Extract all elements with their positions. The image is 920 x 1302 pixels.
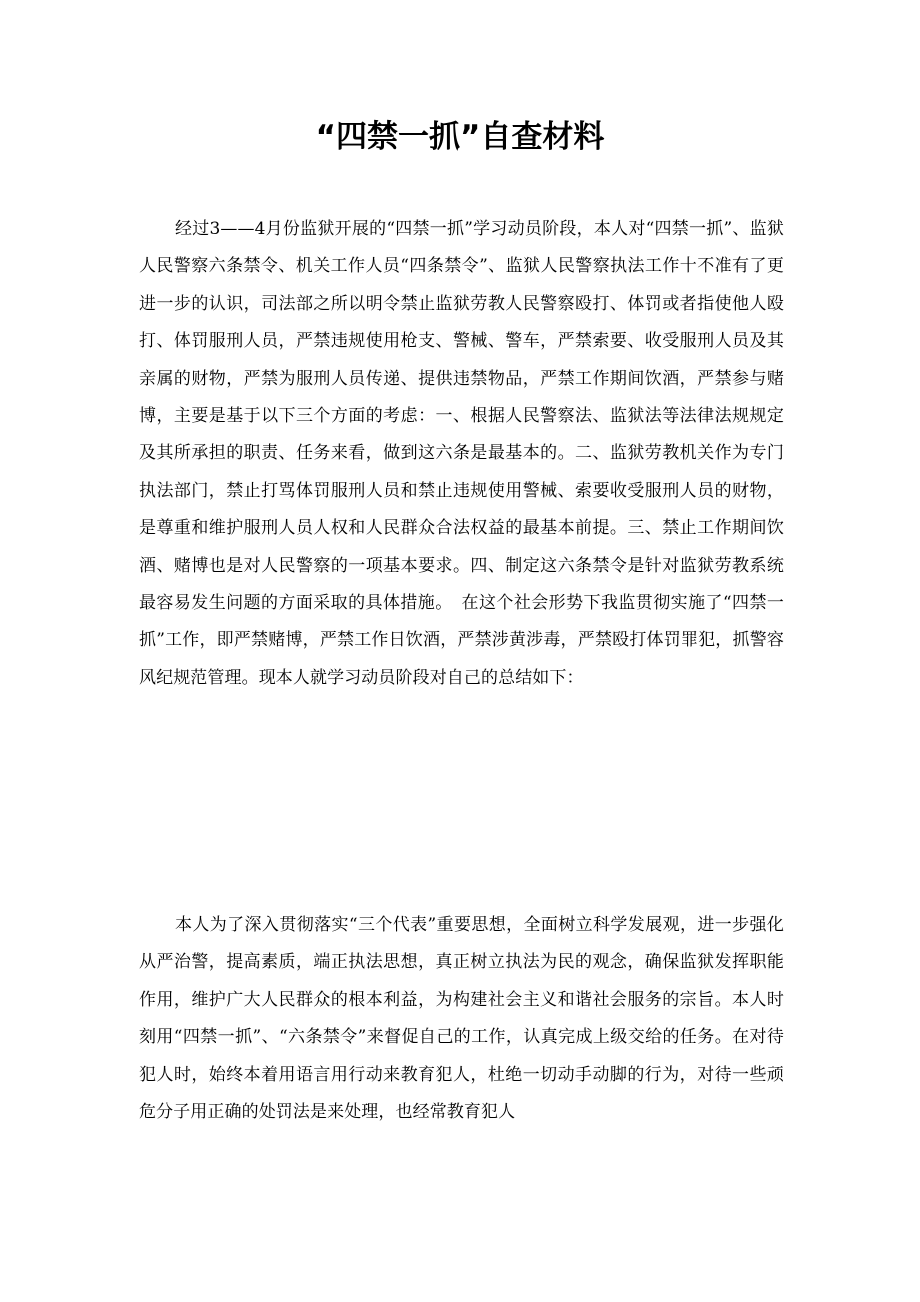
body-paragraph-2: 本人为了深入贯彻落实“三个代表”重要思想，全面树立科学发展观，进一步强化从严治警，提高素质，端正执法思想，真正树立执法为民的观念，确保监狱发挥职能作用，维护广大人民群众的根本利益，为构建社会主义和谐社会服务的宗旨。本人时刻用“四禁一抓”、“六条禁令”来督促自己的工作，认真完成上级交给的任务。在对待犯人时，始终本着用语言用行动来教育犯人，杜绝一切动手动脚的行为，对待一些顽危分子用正确的处罚法是来处理，也经常教育犯人: [139, 915, 784, 1123]
document-title: “四禁一抓”自查材料: [315, 119, 605, 155]
body-paragraph-1: 经过3——4月份监狱开展的“四禁一抓”学习动员阶段，本人对“四禁一抓”、监狱人民警察六条禁令、机关工作人员“四条禁令”、监狱人民警察执法工作十不准有了更进一步的认识，司法部之所以明令禁止监狱劳教人民警察殴打、体罚或者指使他人殴打、体罚服刑人员，严禁违规使用枪支、警械、警车，严禁索要、收受服刑人员及其亲属的财物，严禁为服刑人员传递、提供违禁物品，严禁工作期间饮酒，严禁参与赌博，主要是基于以下三个方面的考虑：一、根据人民警察法、监狱法等法律法规规定及其所承担的职责、任务来看，做到这六条是最基本的。二、监狱劳教机关作为专门执法部门，禁止打骂体罚服刑人员和禁止违规使用警械、索要收受服刑人员的财物，是尊重和维护服刑人员人权和人民群众合法权益的最基本前提。三、禁止工作期间饮酒、赌博也是对人民警察的一项基本要求。四、制定这六条禁令是针对监狱劳教系统最容易发生问题的方面采取的具体措施。 在这个社会形势下我监贯彻实施了“四禁一抓”工作，即严禁赌博，严禁工作日饮酒，严禁涉黄涉毒，严禁殴打体罚罪犯，抓警容风纪规范管理。现本人就学习动员阶段对自己的总结如下：: [139, 219, 784, 688]
